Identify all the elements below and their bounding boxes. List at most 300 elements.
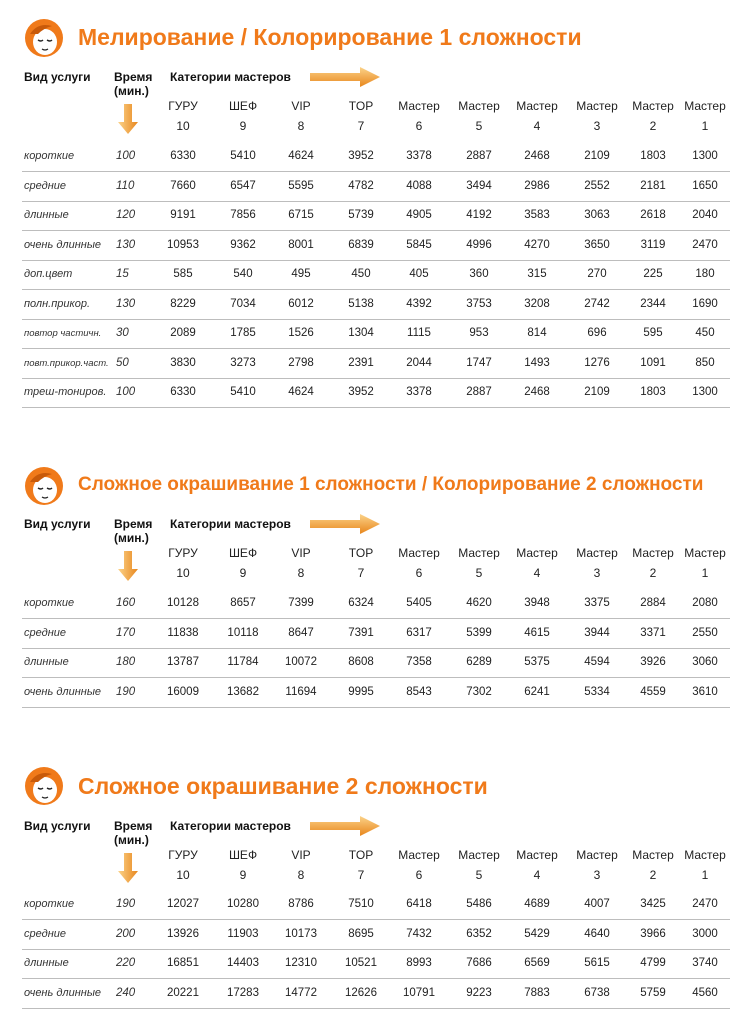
price-cell: 17283 bbox=[227, 986, 259, 999]
section-title: Сложное окрашивание 2 сложности bbox=[78, 773, 488, 799]
category-name: Мастер bbox=[516, 848, 558, 862]
price-cell: 2618 bbox=[640, 209, 666, 221]
price-cell: 4559 bbox=[640, 685, 666, 698]
category-number: 5 bbox=[475, 566, 483, 580]
service-time: 100 bbox=[116, 150, 136, 162]
price-cell: 11784 bbox=[227, 656, 259, 668]
price-cell: 2798 bbox=[288, 356, 314, 369]
price-cell: 5845 bbox=[406, 238, 432, 251]
price-cell: 4640 bbox=[584, 927, 610, 940]
price-cell: 2550 bbox=[692, 626, 718, 639]
price-cell: 4392 bbox=[406, 297, 432, 310]
price-cell: 7302 bbox=[466, 685, 492, 698]
price-cell: 2468 bbox=[524, 386, 550, 398]
time-header-unit: (мин.) bbox=[114, 833, 149, 847]
price-cell: 180 bbox=[695, 268, 715, 280]
category-number: 10 bbox=[176, 119, 190, 133]
price-cell: 1747 bbox=[466, 356, 492, 369]
category-name: VIP bbox=[291, 546, 311, 560]
service-name: треш-тониров. bbox=[24, 386, 107, 398]
price-cell: 2040 bbox=[692, 209, 718, 221]
price-cell: 3273 bbox=[230, 356, 256, 369]
category-number: 1 bbox=[701, 566, 709, 580]
price-cell: 3966 bbox=[640, 927, 666, 940]
price-cell: 3650 bbox=[584, 238, 610, 251]
price-cell: 7686 bbox=[466, 957, 492, 969]
price-cell: 6839 bbox=[348, 238, 374, 251]
price-cell: 1785 bbox=[230, 327, 256, 339]
master-category-header bbox=[623, 845, 683, 885]
price-cell: 3926 bbox=[640, 656, 666, 668]
service-name: повт.прикор.част. bbox=[24, 357, 109, 369]
category-number: 1 bbox=[701, 119, 709, 133]
category-name: TOP bbox=[348, 848, 374, 862]
master-category-header bbox=[153, 543, 213, 583]
price-cell: 1803 bbox=[640, 386, 666, 398]
section-title: Мелирование / Колорирование 1 сложности bbox=[78, 24, 582, 50]
table-row bbox=[22, 231, 730, 261]
service-time: 50 bbox=[116, 356, 129, 369]
category-name: Мастер bbox=[458, 848, 500, 862]
price-cell: 3610 bbox=[692, 685, 718, 698]
master-category-header bbox=[567, 845, 627, 885]
time-header-unit: (мин.) bbox=[114, 84, 149, 98]
category-name: Мастер bbox=[684, 546, 726, 560]
right-arrow-icon bbox=[310, 66, 380, 88]
category-number: 9 bbox=[239, 566, 247, 580]
price-cell: 2887 bbox=[466, 150, 492, 162]
price-cell: 8608 bbox=[348, 656, 374, 668]
price-cell: 2887 bbox=[466, 386, 492, 398]
price-cell: 2468 bbox=[524, 150, 550, 162]
master-category-header bbox=[507, 845, 567, 885]
category-name: Мастер bbox=[398, 99, 440, 113]
price-cell: 4799 bbox=[640, 957, 666, 969]
table-row bbox=[22, 890, 730, 920]
category-name: Мастер bbox=[398, 848, 440, 862]
service-time: 110 bbox=[116, 179, 135, 192]
price-cell: 9995 bbox=[348, 685, 374, 698]
price-cell: 3208 bbox=[524, 297, 550, 310]
table-row bbox=[22, 349, 730, 379]
price-cell: 3948 bbox=[524, 597, 550, 609]
service-name: очень длинные bbox=[24, 986, 102, 999]
category-name: Мастер bbox=[516, 546, 558, 560]
category-number: 7 bbox=[357, 566, 365, 580]
price-cell: 6418 bbox=[406, 898, 432, 910]
category-number: 2 bbox=[649, 119, 657, 133]
master-category-header bbox=[331, 96, 391, 136]
price-cell: 5486 bbox=[466, 898, 492, 910]
price-cell: 9223 bbox=[466, 986, 492, 999]
service-name: средние bbox=[24, 179, 66, 192]
price-cell: 6738 bbox=[584, 986, 610, 999]
price-cell: 5334 bbox=[584, 685, 610, 698]
table-row bbox=[22, 619, 730, 649]
service-name: средние bbox=[24, 927, 66, 940]
service-name: длинные bbox=[24, 957, 69, 969]
price-cell: 5410 bbox=[230, 150, 256, 162]
category-name: Мастер bbox=[632, 848, 674, 862]
master-category-header bbox=[567, 543, 627, 583]
service-column-header: Вид услуги bbox=[24, 70, 91, 84]
category-name: ШЕФ bbox=[228, 99, 258, 113]
price-cell: 6330 bbox=[170, 386, 196, 398]
category-number: 5 bbox=[475, 868, 483, 882]
category-name: TOP bbox=[348, 99, 374, 113]
price-cell: 4996 bbox=[466, 238, 492, 251]
price-cell: 1304 bbox=[348, 327, 374, 339]
price-cell: 6317 bbox=[406, 626, 432, 639]
service-column-header: Вид услуги bbox=[24, 517, 91, 531]
service-time: 120 bbox=[116, 209, 136, 221]
table-row bbox=[22, 949, 730, 979]
price-cell: 4624 bbox=[288, 150, 314, 162]
price-cell: 5759 bbox=[640, 986, 666, 999]
price-cell: 4007 bbox=[584, 898, 610, 910]
category-name: VIP bbox=[291, 848, 311, 862]
price-cell: 2470 bbox=[692, 898, 718, 910]
master-category-header bbox=[567, 96, 627, 136]
master-category-header bbox=[213, 543, 273, 583]
category-name: ГУРУ bbox=[168, 848, 198, 862]
category-number: 9 bbox=[239, 868, 247, 882]
price-cell: 2080 bbox=[692, 597, 718, 609]
category-name: Мастер bbox=[458, 546, 500, 560]
down-arrow-icon bbox=[118, 853, 138, 883]
woman-face-logo-icon bbox=[24, 18, 64, 58]
price-cell: 11903 bbox=[227, 927, 259, 940]
price-cell: 3944 bbox=[584, 626, 610, 639]
price-cell: 6569 bbox=[524, 957, 550, 969]
category-number: 3 bbox=[593, 119, 601, 133]
category-number: 4 bbox=[533, 119, 541, 133]
price-cell: 3119 bbox=[640, 238, 666, 251]
price-cell: 3425 bbox=[640, 898, 666, 910]
table-row bbox=[22, 648, 730, 678]
price-cell: 4270 bbox=[524, 238, 550, 251]
table-row bbox=[22, 920, 730, 950]
price-cell: 3060 bbox=[692, 656, 718, 668]
price-cell: 12626 bbox=[345, 986, 377, 999]
service-name: доп.цвет bbox=[24, 268, 73, 280]
table-row bbox=[22, 979, 730, 1009]
category-name: ГУРУ bbox=[168, 99, 198, 113]
category-name: TOP bbox=[348, 546, 374, 560]
woman-face-logo-icon bbox=[24, 766, 64, 806]
master-category-header bbox=[331, 845, 391, 885]
price-cell: 4689 bbox=[524, 898, 550, 910]
table-row bbox=[22, 172, 730, 202]
price-cell: 6012 bbox=[288, 297, 314, 310]
price-cell: 1526 bbox=[288, 327, 314, 339]
price-cell: 5405 bbox=[406, 597, 432, 609]
price-cell: 953 bbox=[469, 327, 489, 339]
price-cell: 6547 bbox=[230, 179, 256, 192]
price-cell: 3952 bbox=[348, 386, 374, 398]
price-cell: 1300 bbox=[692, 386, 718, 398]
woman-face-logo-icon bbox=[24, 466, 64, 506]
master-category-header bbox=[675, 543, 735, 583]
master-category-header bbox=[449, 845, 509, 885]
price-cell: 10173 bbox=[285, 927, 317, 940]
price-cell: 3375 bbox=[584, 597, 610, 609]
price-cell: 5615 bbox=[584, 957, 610, 969]
price-cell: 696 bbox=[587, 327, 607, 339]
price-cell: 4905 bbox=[406, 209, 432, 221]
master-category-header bbox=[153, 845, 213, 885]
category-number: 4 bbox=[533, 868, 541, 882]
time-header-label: Время bbox=[114, 70, 153, 84]
price-cell: 14772 bbox=[285, 986, 317, 999]
master-category-header bbox=[449, 96, 509, 136]
price-cell: 12027 bbox=[167, 898, 199, 910]
price-cell: 6715 bbox=[288, 209, 314, 221]
table-row bbox=[22, 290, 730, 320]
master-category-header bbox=[675, 845, 735, 885]
service-column-header: Вид услуги bbox=[24, 819, 91, 833]
price-cell: 2344 bbox=[640, 297, 666, 310]
price-cell: 3830 bbox=[170, 356, 196, 369]
service-time: 130 bbox=[116, 238, 136, 251]
category-number: 6 bbox=[415, 566, 423, 580]
service-time: 220 bbox=[116, 957, 136, 969]
category-name: ШЕФ bbox=[228, 848, 258, 862]
category-number: 3 bbox=[593, 566, 601, 580]
table-row bbox=[22, 378, 730, 408]
price-cell: 1650 bbox=[692, 179, 718, 192]
price-cell: 7510 bbox=[348, 898, 374, 910]
price-cell: 6330 bbox=[170, 150, 196, 162]
price-cell: 5399 bbox=[466, 626, 492, 639]
category-name: Мастер bbox=[684, 848, 726, 862]
table-row bbox=[22, 201, 730, 231]
service-time: 180 bbox=[116, 656, 136, 668]
price-cell: 315 bbox=[527, 268, 547, 280]
price-cell: 3063 bbox=[584, 209, 610, 221]
price-cell: 8543 bbox=[406, 685, 432, 698]
category-name: Мастер bbox=[516, 99, 558, 113]
master-category-header bbox=[271, 96, 331, 136]
price-cell: 2109 bbox=[584, 386, 610, 398]
price-cell: 2391 bbox=[348, 356, 374, 369]
price-cell: 2552 bbox=[584, 179, 610, 192]
price-cell: 2742 bbox=[584, 297, 610, 310]
price-cell: 5410 bbox=[230, 386, 256, 398]
price-cell: 3371 bbox=[640, 626, 666, 639]
service-name: очень длинные bbox=[24, 238, 102, 251]
category-number: 10 bbox=[176, 868, 190, 882]
category-number: 2 bbox=[649, 868, 657, 882]
category-name: VIP bbox=[291, 99, 311, 113]
master-category-header bbox=[623, 96, 683, 136]
master-category-header bbox=[675, 96, 735, 136]
category-number: 5 bbox=[475, 119, 483, 133]
price-cell: 4560 bbox=[692, 986, 718, 999]
price-cell: 8993 bbox=[406, 957, 432, 969]
price-cell: 6241 bbox=[524, 685, 550, 698]
master-category-header bbox=[449, 543, 509, 583]
price-cell: 2044 bbox=[406, 356, 432, 369]
price-cell: 5375 bbox=[524, 656, 550, 668]
category-name: Мастер bbox=[576, 848, 618, 862]
category-number: 7 bbox=[357, 119, 365, 133]
category-name: Мастер bbox=[684, 99, 726, 113]
service-name: короткие bbox=[24, 150, 75, 162]
price-cell: 12310 bbox=[285, 957, 317, 969]
price-cell: 4192 bbox=[466, 209, 492, 221]
category-number: 8 bbox=[297, 119, 305, 133]
price-cell: 405 bbox=[409, 268, 429, 280]
price-cell: 10072 bbox=[285, 656, 317, 668]
price-cell: 2181 bbox=[640, 179, 666, 192]
price-cell: 11838 bbox=[167, 626, 199, 639]
price-cell: 814 bbox=[527, 327, 547, 339]
section-title: Сложное окрашивание 1 сложности / Колорирование 2 сложности bbox=[78, 474, 704, 495]
master-category-header bbox=[271, 845, 331, 885]
service-name: полн.прикор. bbox=[24, 297, 91, 310]
price-cell: 7358 bbox=[406, 656, 432, 668]
time-header-label: Время bbox=[114, 517, 153, 531]
price-cell: 450 bbox=[351, 268, 371, 280]
service-time: 170 bbox=[116, 626, 136, 639]
price-cell: 16009 bbox=[167, 685, 199, 698]
price-cell: 3740 bbox=[692, 957, 718, 969]
service-time: 190 bbox=[116, 898, 136, 910]
price-cell: 585 bbox=[173, 268, 193, 280]
price-cell: 850 bbox=[695, 356, 715, 369]
price-cell: 3000 bbox=[692, 927, 718, 940]
price-cell: 7432 bbox=[406, 927, 432, 940]
price-cell: 5138 bbox=[348, 297, 374, 310]
price-cell: 7856 bbox=[230, 209, 256, 221]
price-cell: 10280 bbox=[227, 898, 259, 910]
price-cell: 13787 bbox=[167, 656, 199, 668]
master-category-header bbox=[623, 543, 683, 583]
time-column-header bbox=[114, 70, 152, 98]
price-cell: 10521 bbox=[345, 957, 377, 969]
table-row bbox=[22, 142, 730, 172]
price-cell: 13926 bbox=[167, 927, 199, 940]
price-cell: 7660 bbox=[170, 179, 196, 192]
category-name: Мастер bbox=[632, 99, 674, 113]
price-cell: 20221 bbox=[167, 986, 199, 999]
price-cell: 4624 bbox=[288, 386, 314, 398]
price-cell: 2884 bbox=[640, 597, 666, 609]
price-cell: 1690 bbox=[692, 297, 718, 310]
category-number: 3 bbox=[593, 868, 601, 882]
price-cell: 4615 bbox=[524, 626, 550, 639]
price-cell: 3583 bbox=[524, 209, 550, 221]
price-cell: 16851 bbox=[167, 957, 199, 969]
category-name: Мастер bbox=[458, 99, 500, 113]
service-name: короткие bbox=[24, 597, 75, 609]
master-category-header bbox=[507, 96, 567, 136]
price-cell: 10791 bbox=[403, 986, 435, 999]
price-cell: 7034 bbox=[230, 297, 256, 310]
price-cell: 8001 bbox=[288, 238, 314, 251]
price-cell: 595 bbox=[643, 327, 663, 339]
master-category-header bbox=[331, 543, 391, 583]
category-name: Мастер bbox=[632, 546, 674, 560]
category-number: 6 bbox=[415, 868, 423, 882]
price-cell: 540 bbox=[233, 268, 253, 280]
category-number: 4 bbox=[533, 566, 541, 580]
price-cell: 7391 bbox=[348, 626, 374, 639]
price-cell: 270 bbox=[587, 268, 607, 280]
table-row bbox=[22, 678, 730, 708]
price-cell: 2089 bbox=[170, 327, 196, 339]
service-name: длинные bbox=[24, 209, 69, 221]
price-cell: 2986 bbox=[524, 179, 550, 192]
price-cell: 6352 bbox=[466, 927, 492, 940]
price-cell: 3378 bbox=[406, 150, 432, 162]
table-row bbox=[22, 589, 730, 619]
price-cell: 3753 bbox=[466, 297, 492, 310]
right-arrow-icon bbox=[310, 513, 380, 535]
down-arrow-icon bbox=[118, 551, 138, 581]
price-cell: 6289 bbox=[466, 656, 492, 668]
service-time: 240 bbox=[116, 986, 136, 999]
time-column-header bbox=[114, 517, 152, 545]
price-cell: 1276 bbox=[584, 356, 610, 369]
price-cell: 7399 bbox=[288, 597, 314, 609]
price-cell: 5595 bbox=[288, 179, 314, 192]
category-number: 6 bbox=[415, 119, 423, 133]
master-category-header bbox=[389, 845, 449, 885]
master-category-header bbox=[271, 543, 331, 583]
service-time: 100 bbox=[116, 386, 136, 398]
categories-header: Категории мастеров bbox=[170, 819, 291, 833]
service-name: очень длинные bbox=[24, 685, 102, 698]
master-category-header bbox=[213, 96, 273, 136]
category-name: ШЕФ bbox=[228, 546, 258, 560]
service-name: короткие bbox=[24, 898, 75, 910]
price-cell: 10128 bbox=[167, 597, 199, 609]
price-cell: 225 bbox=[643, 268, 663, 280]
price-cell: 4594 bbox=[584, 656, 610, 668]
price-cell: 6324 bbox=[348, 597, 374, 609]
right-arrow-icon bbox=[310, 815, 380, 837]
price-cell: 5429 bbox=[524, 927, 550, 940]
category-number: 8 bbox=[297, 566, 305, 580]
price-cell: 3494 bbox=[466, 179, 492, 192]
service-time: 190 bbox=[116, 685, 136, 698]
price-cell: 8647 bbox=[288, 626, 314, 639]
price-cell: 9191 bbox=[170, 209, 196, 221]
price-cell: 8695 bbox=[348, 927, 374, 940]
down-arrow-icon bbox=[118, 104, 138, 134]
service-time: 130 bbox=[116, 297, 136, 310]
price-cell: 1803 bbox=[640, 150, 666, 162]
service-time: 15 bbox=[116, 268, 129, 280]
category-name: Мастер bbox=[576, 99, 618, 113]
price-cell: 1493 bbox=[524, 356, 550, 369]
price-cell: 14403 bbox=[227, 957, 259, 969]
time-header-label: Время bbox=[114, 819, 153, 833]
price-cell: 4088 bbox=[406, 179, 432, 192]
master-category-header bbox=[153, 96, 213, 136]
service-time: 200 bbox=[116, 927, 136, 940]
price-cell: 8657 bbox=[230, 597, 256, 609]
price-cell: 13682 bbox=[227, 685, 259, 698]
price-cell: 1115 bbox=[407, 327, 431, 339]
service-name: повтор частичн. bbox=[24, 328, 102, 339]
time-column-header bbox=[114, 819, 152, 847]
service-time: 160 bbox=[116, 597, 136, 609]
price-cell: 4782 bbox=[348, 179, 374, 192]
categories-header: Категории мастеров bbox=[170, 517, 291, 531]
